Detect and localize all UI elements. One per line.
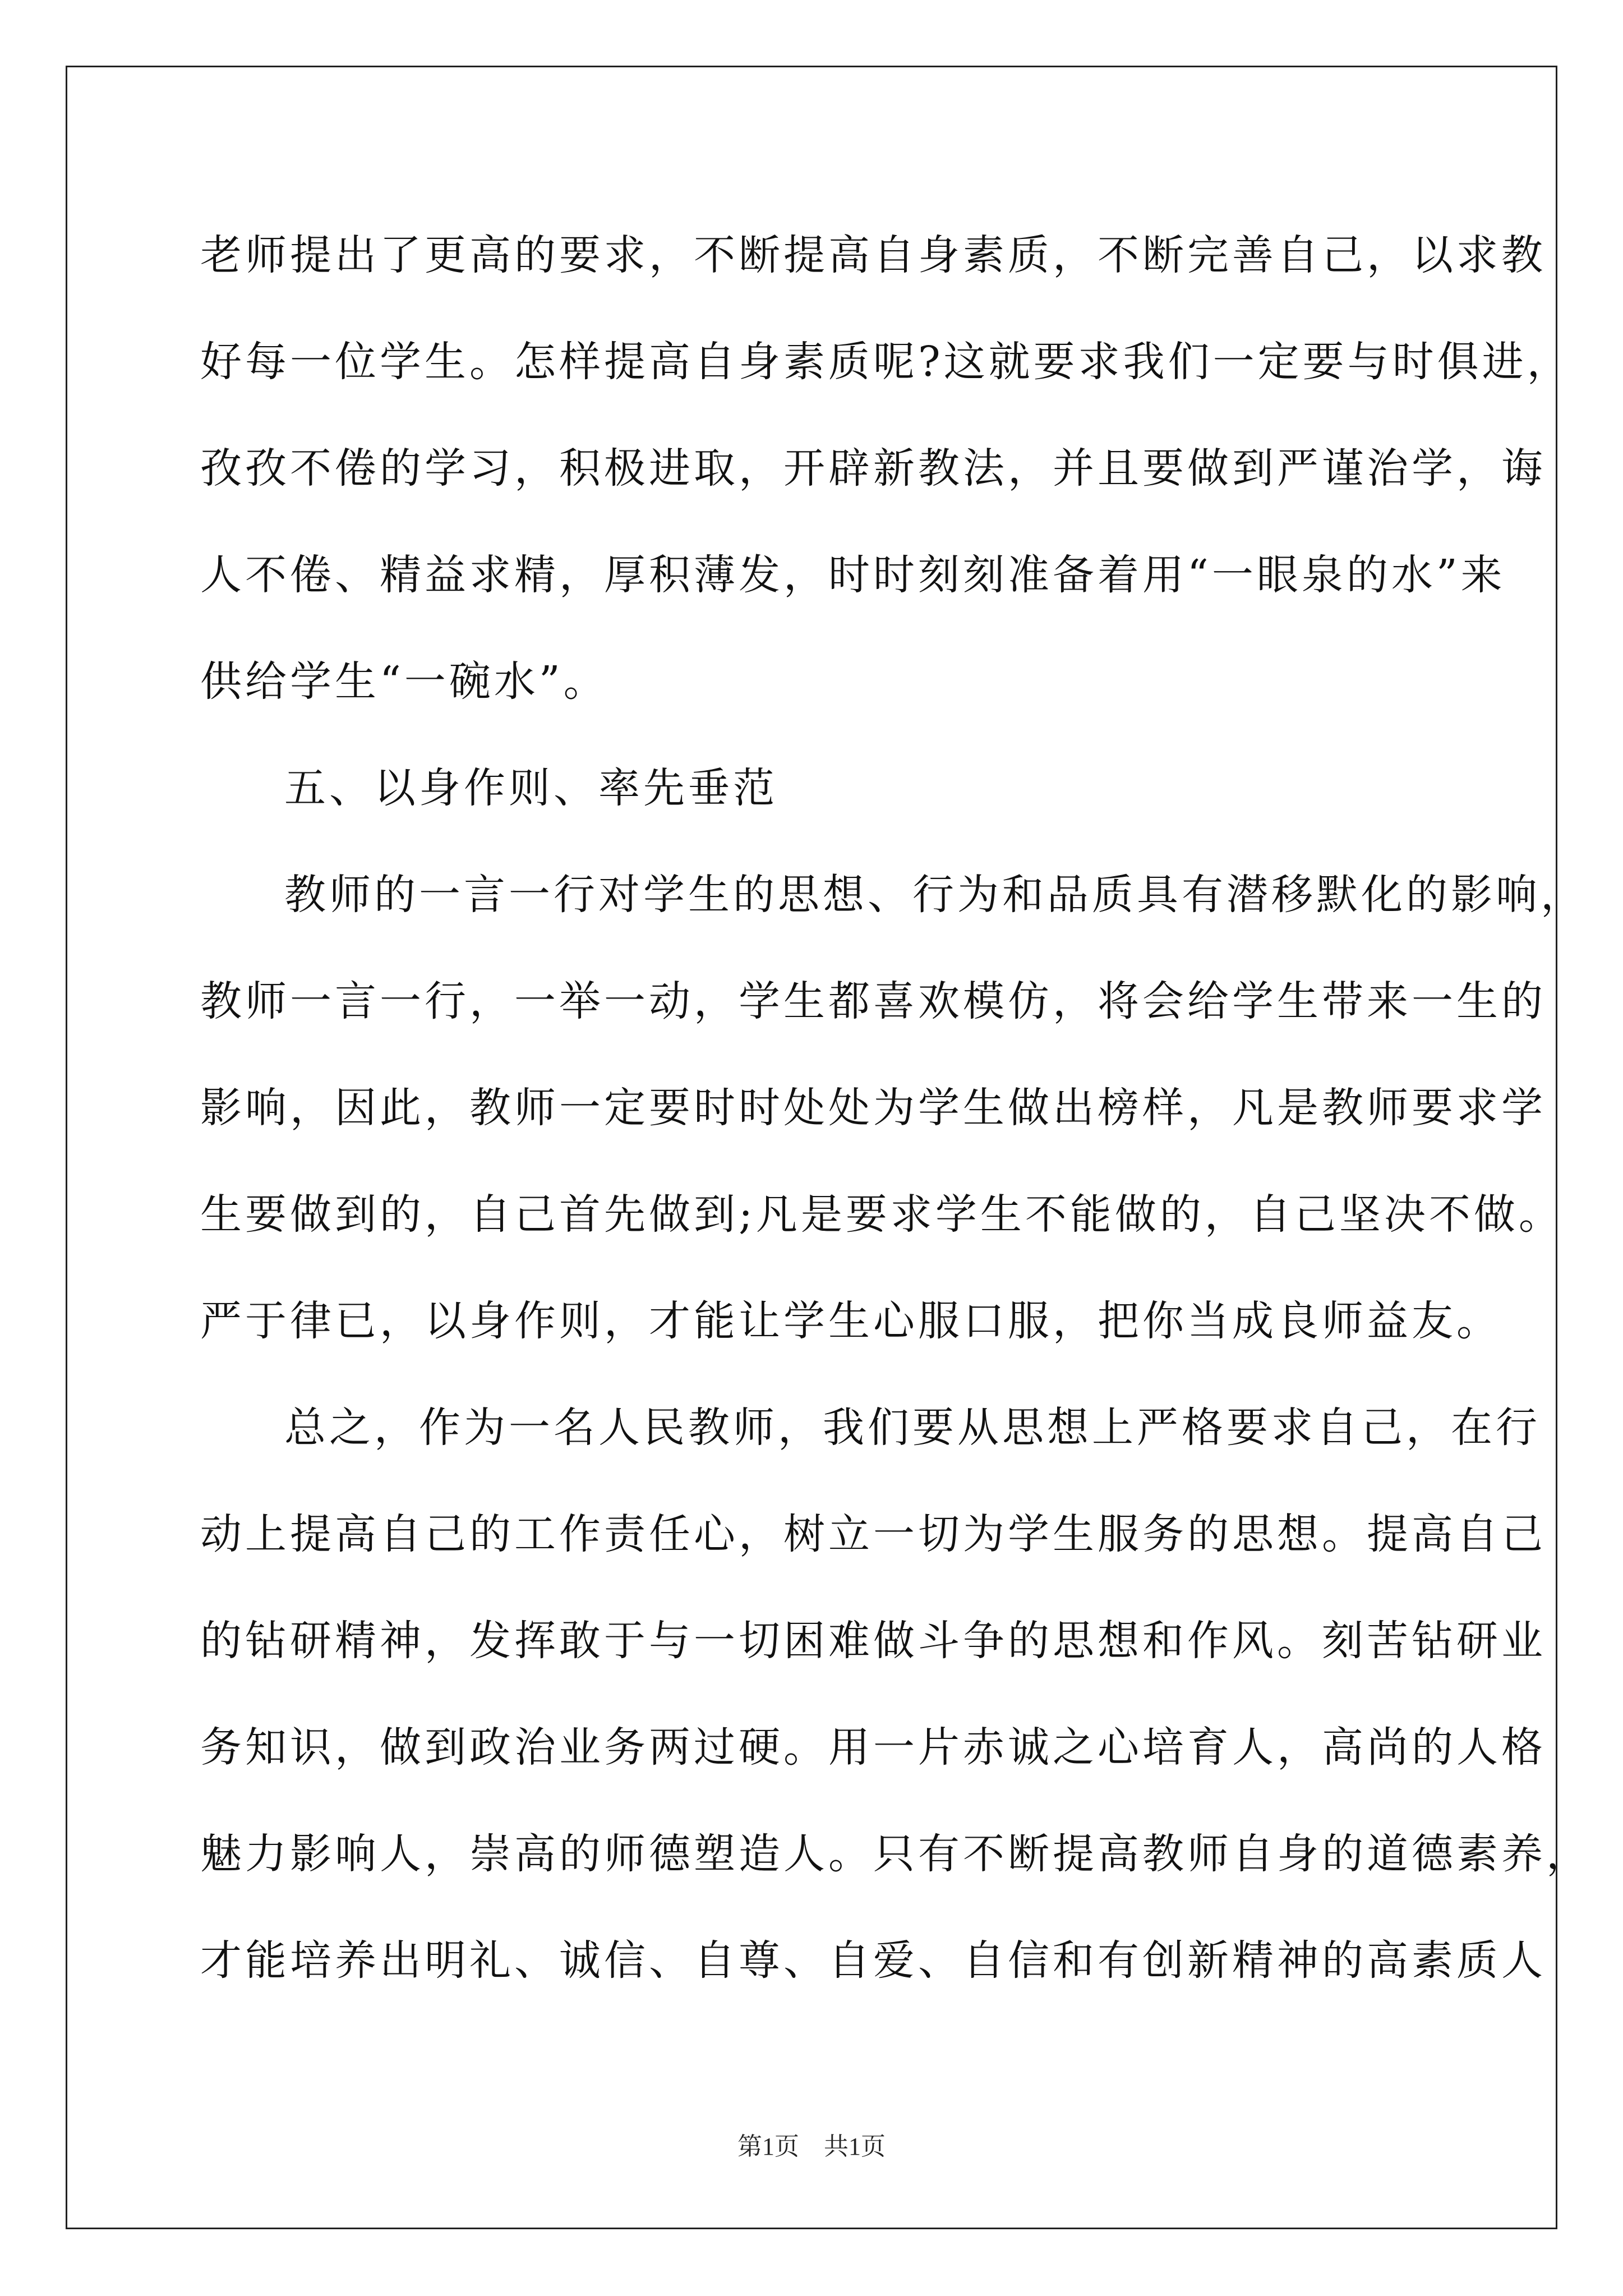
text-line: 影响，因此，教师一定要时时处处为学生做出榜样，凡是教师要求学 — [200, 1084, 1546, 1132]
paragraph-first-line: 教师的一言一行对学生的思想、行为和品质具有潜移默化的影响， — [284, 871, 1585, 919]
text-line: 教师一言一行，一举一动，学生都喜欢模仿，将会给学生带来一生的 — [200, 977, 1546, 1025]
text-line: 人不倦、精益求精，厚积薄发，时时刻刻准备着用“一眼泉的水”来 — [200, 551, 1506, 599]
text-line: 孜孜不倦的学习，积极进取，开辟新教法，并且要做到严谨治学，诲 — [200, 444, 1546, 493]
document-body — [200, 202, 1591, 2014]
text-line: 好每一位学生。怎样提高自身素质呢?这就要求我们一定要与时俱进， — [200, 338, 1572, 386]
text-line: 的钻研精神，发挥敢于与一切困难做斗争的思想和作风。刻苦钻研业 — [200, 1617, 1546, 1665]
text-line: 魅力影响人，崇高的师德塑造人。只有不断提高教师自身的道德素养， — [200, 1830, 1591, 1878]
paragraph-first-line: 总之，作为一名人民教师，我们要从思想上严格要求自己，在行 — [284, 1404, 1541, 1452]
text-line: 才能培养出明礼、诚信、自尊、自爱、自信和有创新精神的高素质人 — [200, 1936, 1546, 1985]
section-heading: 五、以身作则、率先垂范 — [284, 764, 778, 812]
text-line: 供给学生“一碗水”。 — [200, 657, 608, 706]
text-line: 老师提出了更高的要求，不断提高自身素质，不断完善自己，以求教 — [200, 231, 1546, 279]
text-line: 生要做到的，自己首先做到;凡是要求学生不能做的，自己坚决不做。 — [200, 1190, 1564, 1239]
text-line: 严于律已，以身作则，才能让学生心服口服，把你当成良师益友。 — [200, 1297, 1501, 1345]
text-line: 务知识，做到政治业务两过硬。用一片赤诚之心培育人，高尚的人格 — [200, 1723, 1546, 1772]
page-number-footer: 第1页 共1页 — [737, 2133, 886, 2160]
text-line: 动上提高自己的工作责任心，树立一切为学生服务的思想。提高自己 — [200, 1510, 1546, 1558]
